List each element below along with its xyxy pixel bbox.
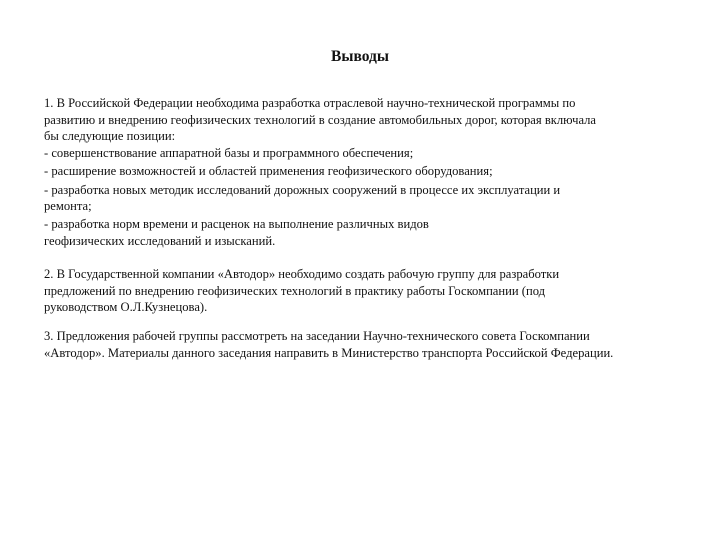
list-item-text: - расширение возможностей и областей применения геофизического оборудования; <box>44 164 493 179</box>
list-item <box>44 163 689 180</box>
list-item-text: - разработка новых методик исследований дорожных сооружений в процессе их эксплуатации и <box>44 182 561 197</box>
point-1-line: развитию и внедрению геофизических технологий в создание автомобильных дорог, которая включала <box>44 112 597 127</box>
list-item-text: - совершенствование аппаратной базы и программного обеспечения; <box>44 146 414 161</box>
point-2-line: руководством О.Л.Кузнецова). <box>44 300 208 315</box>
list-item-text: геофизических исследований и изысканий. <box>44 234 276 249</box>
point-1-line: бы следующие позиции: <box>44 129 176 144</box>
page-title: Выводы <box>331 48 389 65</box>
list-item-text: ремонта; <box>44 199 92 214</box>
point-2-line: 2. В Государственной компании «Автодор» необходимо создать рабочую группу для разработки <box>44 266 560 281</box>
conclusion-point-1 <box>44 95 689 250</box>
point-2-line: предложений по внедрению геофизических технологий в практику работы Госкомпании (под <box>44 283 546 298</box>
list-item <box>44 145 689 162</box>
list-item <box>44 182 689 215</box>
conclusions-body <box>44 95 689 370</box>
conclusion-point-3 <box>44 328 689 361</box>
conclusion-point-2 <box>44 266 689 316</box>
point-1-line: 1. В Российской Федерации необходима разработка отраслевой научно-технической программы по <box>44 96 576 110</box>
list-item <box>44 216 689 249</box>
list-item-text: - разработка норм времени и расценок на выполнение различных видов <box>44 217 429 232</box>
point-3-line: «Автодор». Материалы данного заседания направить в Министерство транспорта Российской Федерации. <box>44 345 614 360</box>
point-3-line: 3. Предложения рабочей группы рассмотреть на заседании Научно-технического совета Госкомпании <box>44 328 590 343</box>
